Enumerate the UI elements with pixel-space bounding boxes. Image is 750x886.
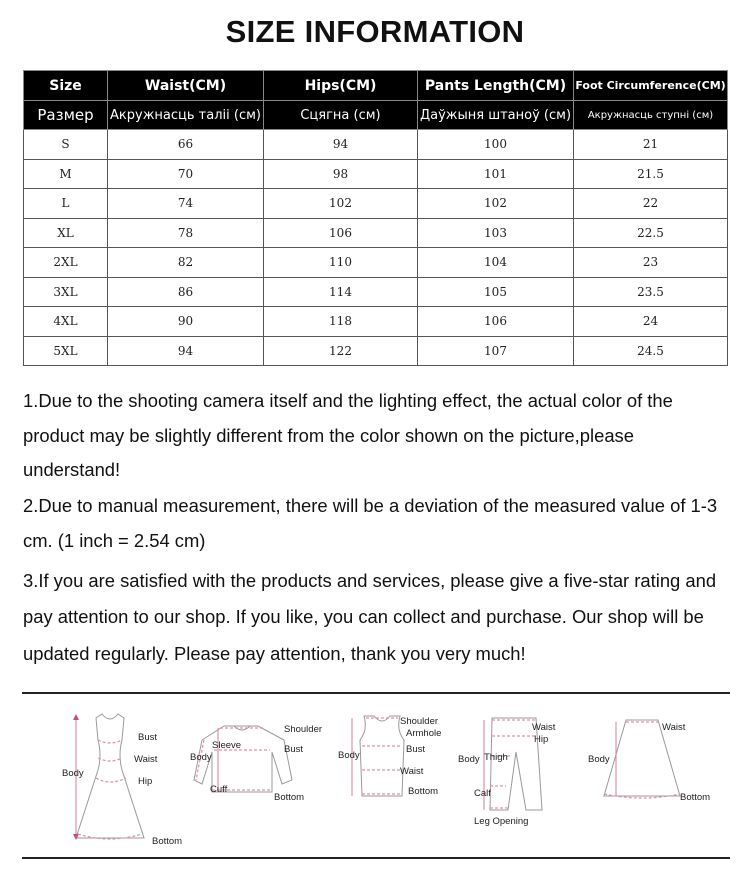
sweater-bottom-label: Bottom bbox=[274, 792, 305, 803]
sweater-body-label: Body bbox=[190, 752, 212, 763]
header-cell: Акружнасць ступні (см) bbox=[574, 101, 728, 130]
note-1: 1.Due to the shooting camera itself and the lighting effect, the actual color of the product may be slightly different from the color shown on the picture,please understand! bbox=[23, 390, 673, 480]
skirt-diagram bbox=[586, 700, 726, 850]
size-cell: 5XL bbox=[24, 336, 108, 366]
table-row bbox=[24, 189, 728, 219]
table-row bbox=[24, 218, 728, 248]
divider-bottom bbox=[22, 857, 730, 859]
measure-cell: 102 bbox=[264, 189, 418, 219]
measure-cell: 110 bbox=[264, 248, 418, 278]
measure-cell: 98 bbox=[264, 159, 418, 189]
measure-cell: 122 bbox=[264, 336, 418, 366]
size-cell: L bbox=[24, 189, 108, 219]
measure-cell: 21.5 bbox=[574, 159, 728, 189]
pants-thigh-label: Thigh bbox=[484, 752, 508, 763]
measure-cell: 107 bbox=[418, 336, 574, 366]
sweater-bust-label: Bust bbox=[284, 744, 304, 755]
pants-leg-opening-label: Leg Opening bbox=[474, 816, 529, 827]
measure-cell: 78 bbox=[108, 218, 264, 248]
measure-cell: 118 bbox=[264, 307, 418, 337]
vest-bottom-label: Bottom bbox=[408, 786, 439, 797]
vest-bust-label: Bust bbox=[406, 744, 426, 755]
size-cell: XL bbox=[24, 218, 108, 248]
measure-cell: 23.5 bbox=[574, 277, 728, 307]
measure-cell: 106 bbox=[264, 218, 418, 248]
sweater-diagram bbox=[188, 700, 328, 850]
size-cell: 4XL bbox=[24, 307, 108, 337]
skirt-bottom-label: Bottom bbox=[680, 792, 711, 803]
header-cell: Размер bbox=[24, 101, 108, 130]
measure-cell: 105 bbox=[418, 277, 574, 307]
header-cell: Size bbox=[24, 71, 108, 101]
dress-diagram bbox=[58, 700, 198, 850]
header-row-en bbox=[24, 71, 728, 101]
table-row bbox=[24, 277, 728, 307]
measure-cell: 21 bbox=[574, 130, 728, 160]
table-row bbox=[24, 248, 728, 278]
sweater-sleeve-label: Sleeve bbox=[212, 740, 242, 751]
size-table bbox=[23, 70, 728, 366]
measure-cell: 74 bbox=[108, 189, 264, 219]
note-3: 3.If you are satisfied with the products and services, please give a five-star rating and pay attention to our shop. If you like, you can collect and purchase. Our shop will be updated regularly. Please pay attention, thank you very much! bbox=[23, 569, 717, 664]
notes bbox=[23, 384, 735, 672]
size-cell: M bbox=[24, 159, 108, 189]
pants-diagram bbox=[456, 700, 596, 850]
measure-cell: 23 bbox=[574, 248, 728, 278]
measure-cell: 102 bbox=[418, 189, 574, 219]
measure-cell: 104 bbox=[418, 248, 574, 278]
header-cell: Foot Circumference(CM) bbox=[574, 71, 728, 101]
measure-cell: 86 bbox=[108, 277, 264, 307]
dress-hip-label: Hip bbox=[138, 776, 153, 787]
table-row bbox=[24, 307, 728, 337]
table-row bbox=[24, 159, 728, 189]
header-cell: Pants Length(CM) bbox=[418, 71, 574, 101]
table-row bbox=[24, 336, 728, 366]
header-cell: Waist(CM) bbox=[108, 71, 264, 101]
vest-shoulder-label: Shoulder bbox=[400, 716, 439, 727]
measure-cell: 22.5 bbox=[574, 218, 728, 248]
vest-icon bbox=[352, 716, 404, 796]
pants-waist-label: Waist bbox=[532, 722, 556, 733]
measure-cell: 101 bbox=[418, 159, 574, 189]
vest-armhole-label: Armhole bbox=[406, 728, 442, 739]
vest-waist-label: Waist bbox=[400, 766, 424, 777]
note-2: 2.Due to manual measurement, there will be a deviation of the measured value of 1-3 cm. (1 inch = 2.54 cm) bbox=[23, 494, 718, 551]
sweater-cuff-label: Cuff bbox=[210, 784, 228, 795]
measure-cell: 24.5 bbox=[574, 336, 728, 366]
dress-body-label: Body bbox=[62, 768, 84, 779]
table-row bbox=[24, 130, 728, 160]
pants-hip-label: Hip bbox=[534, 734, 549, 745]
size-cell: 2XL bbox=[24, 248, 108, 278]
measure-cell: 100 bbox=[418, 130, 574, 160]
measure-cell: 22 bbox=[574, 189, 728, 219]
size-cell: S bbox=[24, 130, 108, 160]
measure-cell: 114 bbox=[264, 277, 418, 307]
dress-waist-label: Waist bbox=[134, 754, 158, 765]
divider-top bbox=[22, 692, 730, 694]
header-cell: Акружнасць таліі (см) bbox=[108, 101, 264, 130]
header-cell: Даўжыня штаноў (см) bbox=[418, 101, 574, 130]
skirt-body-label: Body bbox=[588, 754, 610, 765]
skirt-waist-label: Waist bbox=[662, 722, 686, 733]
sweater-shoulder-label: Shoulder bbox=[284, 724, 323, 735]
size-cell: 3XL bbox=[24, 277, 108, 307]
measure-cell: 94 bbox=[264, 130, 418, 160]
measure-cell: 66 bbox=[108, 130, 264, 160]
header-cell: Сцягна (см) bbox=[264, 101, 418, 130]
pants-body-label: Body bbox=[458, 754, 480, 765]
dress-bottom-label: Bottom bbox=[152, 836, 183, 847]
measure-cell: 103 bbox=[418, 218, 574, 248]
measurement-diagrams bbox=[0, 700, 750, 850]
vest-body-label: Body bbox=[338, 750, 360, 761]
header-cell: Hips(CM) bbox=[264, 71, 418, 101]
measure-cell: 106 bbox=[418, 307, 574, 337]
header-row-local bbox=[24, 101, 728, 130]
dress-bust-label: Bust bbox=[138, 732, 158, 743]
page-title: SIZE INFORMATION bbox=[225, 14, 525, 49]
vest-diagram bbox=[336, 700, 466, 850]
pants-calf-label: Calf bbox=[474, 788, 491, 799]
measure-cell: 82 bbox=[108, 248, 264, 278]
measure-cell: 70 bbox=[108, 159, 264, 189]
measure-cell: 24 bbox=[574, 307, 728, 337]
measure-cell: 90 bbox=[108, 307, 264, 337]
measure-cell: 94 bbox=[108, 336, 264, 366]
